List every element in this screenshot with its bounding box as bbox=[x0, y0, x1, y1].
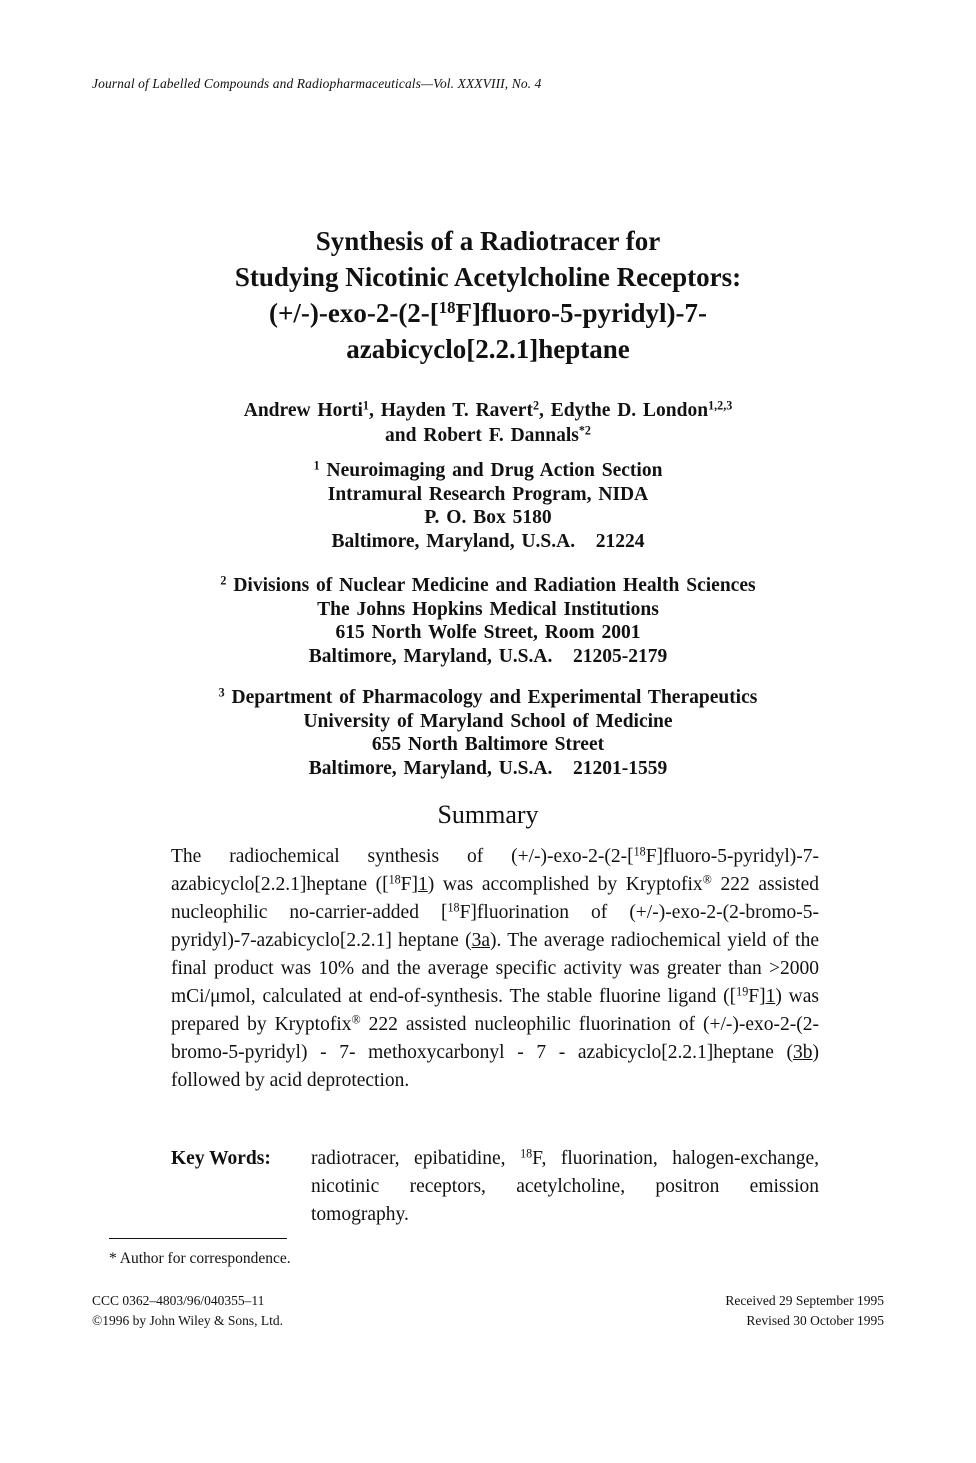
summary-text-3: F] bbox=[400, 874, 419, 895]
affiliation-3-line-3: 655 North Baltimore Street bbox=[371, 734, 605, 755]
footnote: * Author for correspondence. bbox=[109, 1250, 291, 1267]
author-3-sup: 1,2,3 bbox=[708, 398, 733, 413]
summary-paragraph bbox=[171, 843, 819, 1095]
affiliation-2-line-1-text: Divisions of Nuclear Medicine and Radiation Health Sciences bbox=[233, 575, 756, 596]
title-isotope-sup: 18 bbox=[438, 297, 456, 317]
summary-text-6: F]fluorination of (+/-)-exo-2-(2-bromo-5-pyridyl)-7-azabicyclo[2.2.1] heptane ( bbox=[171, 902, 819, 951]
footer-right bbox=[725, 1291, 884, 1331]
title-line-3-a: (+/-)-exo-2-(2-[ bbox=[269, 298, 439, 328]
summary-text-11: ) followed by acid deprotection. bbox=[171, 1042, 819, 1091]
affiliation-1 bbox=[0, 459, 976, 553]
keywords-sup: 18 bbox=[520, 1146, 533, 1161]
affiliation-2-line-2: The Johns Hopkins Medical Institutions bbox=[317, 598, 659, 620]
summary-sup-4: 19 bbox=[736, 984, 749, 999]
affiliation-2-line-1 bbox=[0, 574, 976, 598]
journal-header: Journal of Labelled Compounds and Radiopharmaceuticals—Vol. XXXVIII, No. 4 bbox=[92, 76, 542, 91]
summary-text-5: 222 assisted nucleophilic no-carrier-added [ bbox=[171, 874, 820, 923]
compound-ref-3b: 3b bbox=[793, 1042, 813, 1063]
summary-text-2: F]fluoro-5-pyridyl)-7-azabicyclo[2.2.1]heptane ([ bbox=[171, 846, 819, 895]
affiliation-1-line-1 bbox=[0, 459, 976, 483]
author-4: and Robert F. Dannals bbox=[385, 425, 579, 446]
author-1-sup: 1 bbox=[362, 398, 369, 413]
affiliation-3-line-1-text: Department of Pharmacology and Experimental Therapeutics bbox=[231, 687, 758, 708]
affiliation-2-num: 2 bbox=[220, 573, 227, 588]
summary-text-10: 222 assisted nucleophilic fluorination of (+/-)-exo-2-(2-bromo-5-pyridyl) - 7- methoxycarbonyl - 7 - azabicyclo[2.2.1]heptane ( bbox=[171, 1014, 820, 1063]
registered-mark-1: ® bbox=[702, 872, 712, 887]
affiliation-3-line-1 bbox=[0, 686, 976, 710]
compound-ref-1b: 1 bbox=[765, 986, 776, 1007]
affiliation-3-line-2: University of Maryland School of Medicine bbox=[303, 710, 673, 732]
affiliation-1-line-1-text: Neuroimaging and Drug Action Section bbox=[326, 460, 663, 481]
summary-heading: Summary bbox=[437, 800, 539, 829]
author-2: Hayden T. Ravert bbox=[380, 400, 533, 421]
affiliation-1-num: 1 bbox=[313, 458, 320, 473]
affiliation-1-line-2: Intramural Research Program, NIDA bbox=[327, 483, 649, 505]
compound-ref-1: 1 bbox=[418, 874, 428, 895]
registered-mark-2: ® bbox=[351, 1012, 361, 1027]
summary-sup-2: 18 bbox=[388, 872, 401, 887]
title-line-3 bbox=[0, 295, 976, 331]
authors-line-1: Andrew Horti$^1$, Hayden T. Ravert$^2$, Edythe D. London$^{1,2,3}$ bbox=[243, 398, 733, 421]
revised-date: Revised 30 October 1995 bbox=[746, 1313, 884, 1328]
affiliation-1-line-3: P. O. Box 5180 bbox=[424, 507, 552, 528]
authors-line-2 bbox=[0, 423, 976, 448]
summary-text-9: ) was prepared by Kryptofix bbox=[171, 986, 819, 1035]
summary-text-8: F] bbox=[748, 986, 766, 1007]
keywords-label: Key Words: bbox=[171, 1148, 271, 1169]
author-2-sup: 2 bbox=[532, 398, 539, 413]
affiliation-2-line-4: Baltimore, Maryland, U.S.A. 21205-2179 bbox=[308, 645, 668, 667]
footer-left bbox=[92, 1291, 283, 1331]
affiliation-3-num: 3 bbox=[218, 685, 225, 700]
summary-text-1: The radiochemical synthesis of (+/-)-exo-2-(2-[ bbox=[171, 846, 634, 867]
keywords-text-1: radiotracer, epibatidine, bbox=[311, 1148, 521, 1169]
affiliation-2-line-3: 615 North Wolfe Street, Room 2001 bbox=[335, 622, 641, 643]
summary-text-7: ). The average radiochemical yield of the final product was 10% and the average specific activity was greater than >2000 mCi/μmol, calculated at end-of-synthesis. The stable fluorine ligand ([ bbox=[171, 930, 819, 1007]
author-list bbox=[0, 398, 976, 448]
title-line-1: Synthesis of a Radiotracer for bbox=[315, 226, 661, 256]
summary-sup-3: 18 bbox=[447, 900, 460, 915]
title-line-4: azabicyclo[2.2.1]heptane bbox=[346, 334, 630, 364]
title-line-2: Studying Nicotinic Acetylcholine Receptors: bbox=[234, 262, 742, 292]
affiliation-3 bbox=[0, 686, 976, 780]
keywords-text-2: F, fluorination, halogen-exchange, nicotinic receptors, acetylcholine, positron emission tomography. bbox=[311, 1148, 819, 1225]
summary-text-4: ) was accomplished by Kryptofix bbox=[427, 874, 703, 895]
copyright: ©1996 by John Wiley & Sons, Ltd. bbox=[92, 1313, 283, 1328]
footnote-divider bbox=[109, 1238, 287, 1239]
keywords-text bbox=[311, 1145, 819, 1229]
affiliation-1-line-4: Baltimore, Maryland, U.S.A. 21224 bbox=[331, 530, 645, 552]
author-3: Edythe D. London bbox=[550, 400, 709, 421]
ccc-code: CCC 0362–4803/96/040355–11 bbox=[92, 1293, 265, 1308]
affiliation-2 bbox=[0, 574, 976, 668]
paper-title bbox=[0, 223, 976, 367]
received-date: Received 29 September 1995 bbox=[725, 1293, 884, 1308]
author-4-sup: *2 bbox=[578, 423, 591, 438]
compound-ref-3a: 3a bbox=[471, 930, 490, 951]
author-1: Andrew Horti bbox=[243, 400, 363, 421]
affiliation-3-line-4: Baltimore, Maryland, U.S.A. 21201-1559 bbox=[308, 757, 668, 779]
title-line-3-b: F]fluoro-5-pyridyl)-7- bbox=[455, 298, 707, 328]
summary-sup-1: 18 bbox=[633, 844, 646, 859]
